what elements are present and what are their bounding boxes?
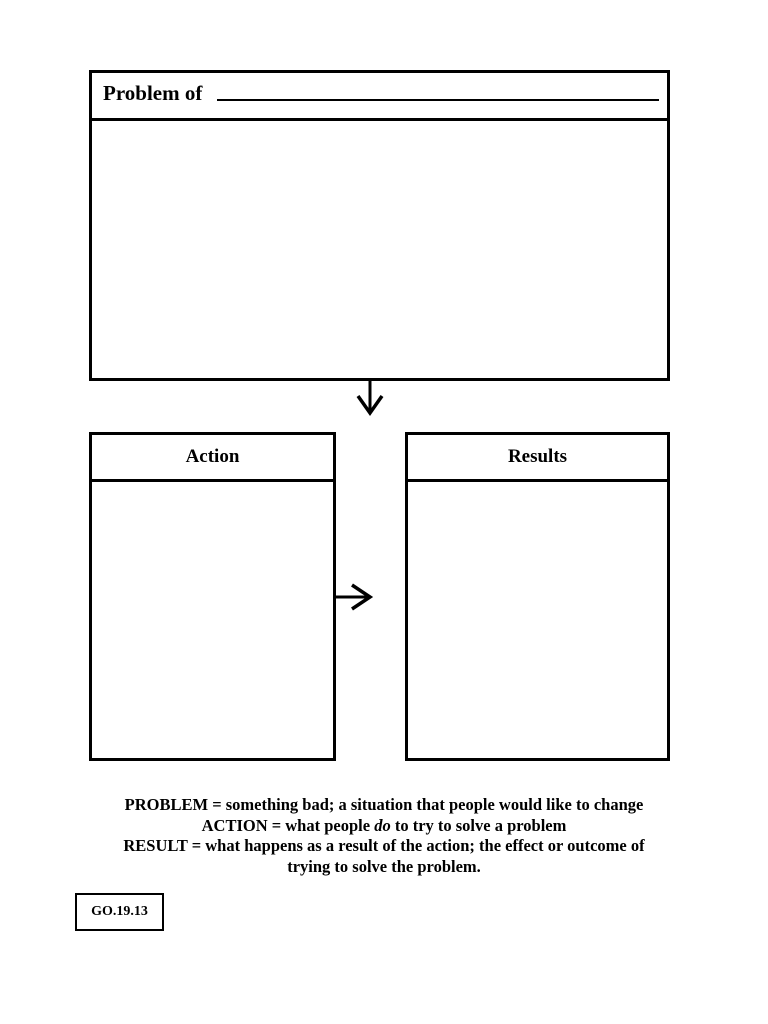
problem-label: Problem of (103, 81, 203, 105)
right-arrow-icon (335, 582, 373, 612)
action-content-area[interactable] (92, 482, 333, 758)
problem-definition: PROBLEM = something bad; a situation that people would like to change (124, 795, 644, 814)
results-title: Results (507, 446, 568, 467)
action-title: Action (185, 446, 240, 467)
form-code: GO.19.13 (91, 904, 148, 919)
result-definition-line2: trying to solve the problem. (287, 856, 481, 876)
problem-blank-line (217, 99, 659, 101)
problem-header (92, 73, 667, 121)
result-definition-line1: RESULT = what happens as a result of the action; the effect or outcome of (123, 836, 645, 855)
problem-box (89, 70, 670, 381)
definitions (95, 795, 673, 877)
down-arrow-icon (355, 380, 387, 416)
form-code-badge (75, 893, 164, 931)
action-header (92, 435, 333, 482)
results-content-area[interactable] (408, 482, 667, 758)
action-definition: ACTION = what people do to try to solve a problem (201, 815, 567, 835)
action-box (89, 432, 336, 761)
results-header (408, 435, 667, 482)
results-box (405, 432, 670, 761)
problem-content-area[interactable] (92, 121, 667, 381)
